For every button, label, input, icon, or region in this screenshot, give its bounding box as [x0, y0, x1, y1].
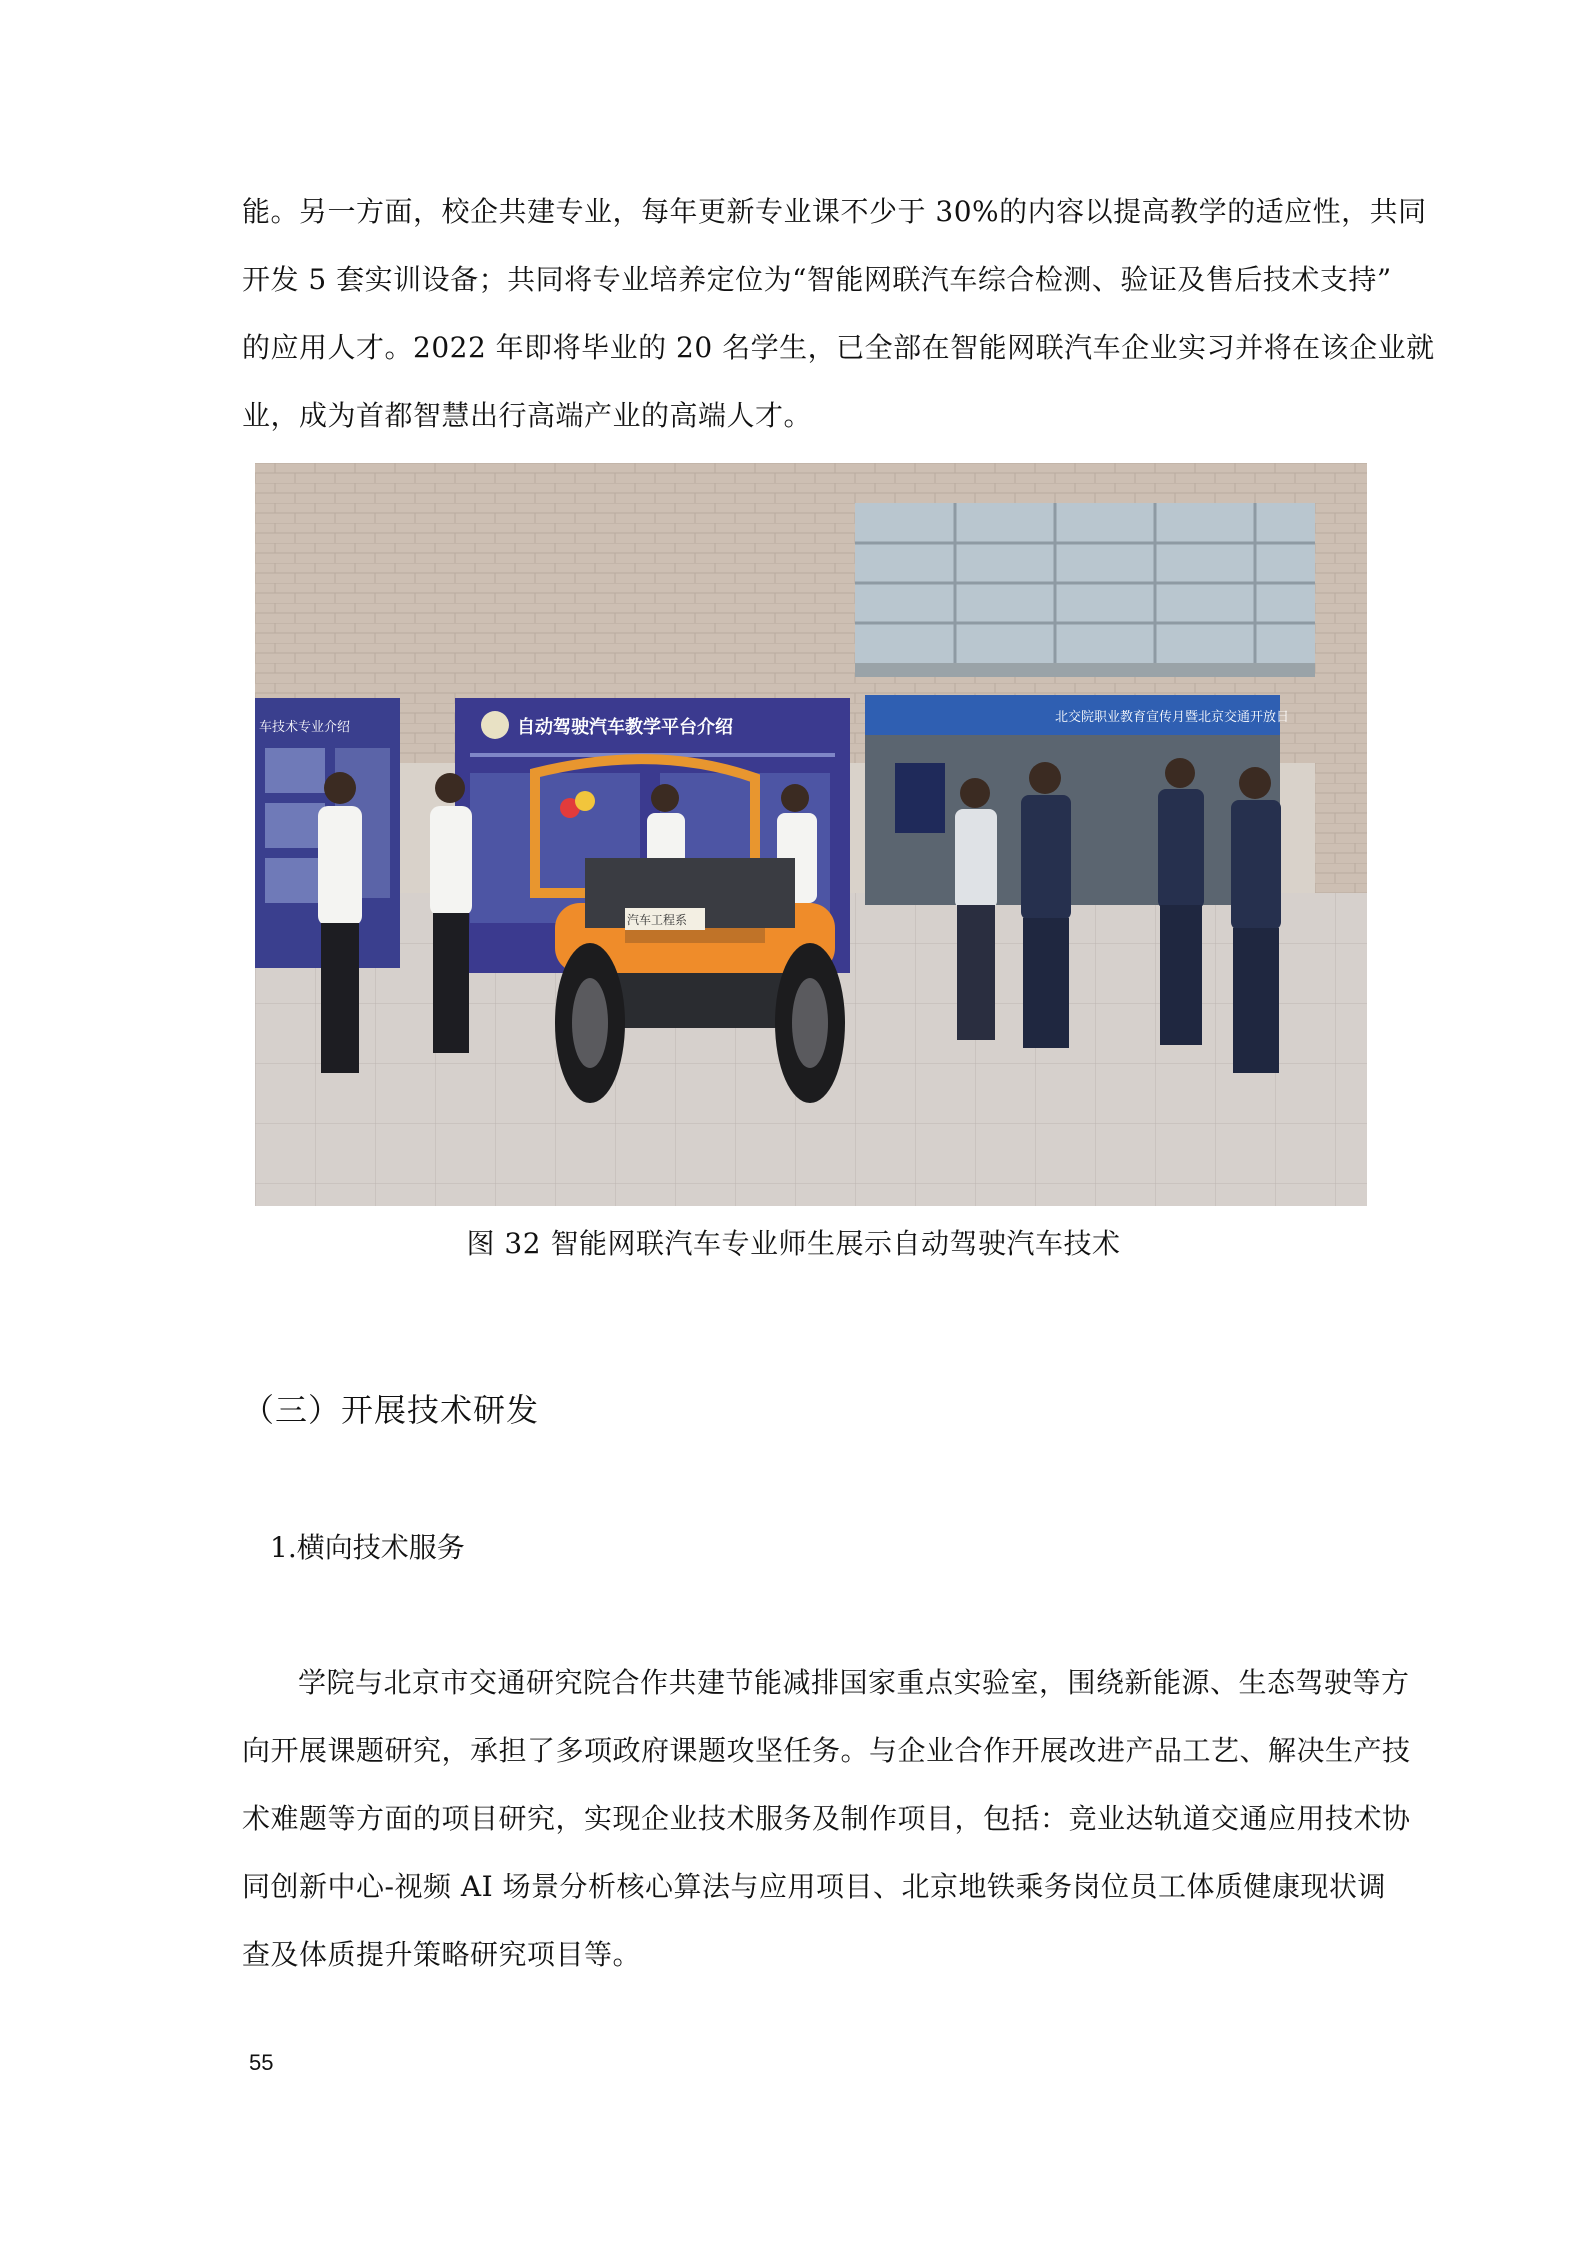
- paragraph-line: 查及体质提升策略研究项目等。: [242, 1938, 642, 1971]
- paragraph-line: 业，成为首都智慧出行高端产业的高端人才。: [242, 399, 813, 432]
- banner-left-text: 车技术专业介绍: [259, 720, 351, 735]
- banner-right-text: 北交院职业教育宣传月暨北京交通开放日: [1055, 710, 1290, 725]
- paragraph-line: 的应用人才。2022 年即将毕业的 20 名学生，已全部在智能网联汽车企业实习并将在该企业就: [242, 331, 1435, 364]
- paragraph-line: 术难题等方面的项目研究，实现企业技术服务及制作项目，包括：竞业达轨道交通应用技术协: [242, 1802, 1411, 1835]
- paragraph-top: [242, 178, 1435, 450]
- figure-photo: [255, 463, 1367, 1206]
- paragraph-line: 能。另一方面，校企共建专业，每年更新专业课不少于 30%的内容以提高教学的适应性，共同: [242, 195, 1427, 228]
- banner-center-text: 自动驾驶汽车教学平台介绍: [517, 717, 733, 738]
- paragraph-line: 同创新中心-视频 AI 场景分析核心算法与应用项目、北京地铁乘务岗位员工体质健康现状调: [242, 1870, 1387, 1903]
- paragraph-line: 开发 5 套实训设备；共同将专业培养定位为“智能网联汽车综合检测、验证及售后技术支持”: [242, 263, 1392, 296]
- photo-illustration: [255, 463, 1367, 1206]
- subsection-heading: 1.横向技术服务: [270, 1531, 465, 1564]
- paragraph-line: 学院与北京市交通研究院合作共建节能减排国家重点实验室，围绕新能源、生态驾驶等方: [298, 1666, 1410, 1699]
- car-plate-text: 汽车工程系: [627, 913, 688, 927]
- page-number: 55: [249, 2050, 274, 2075]
- paragraph-line: 向开展课题研究，承担了多项政府课题攻坚任务。与企业合作开展改进产品工艺、解决生产技: [242, 1734, 1411, 1767]
- section-heading: （三）开展技术研发: [242, 1391, 540, 1429]
- paragraph-bottom: [242, 1649, 1411, 1989]
- figure-caption: 图 32 智能网联汽车专业师生展示自动驾驶汽车技术: [466, 1227, 1121, 1260]
